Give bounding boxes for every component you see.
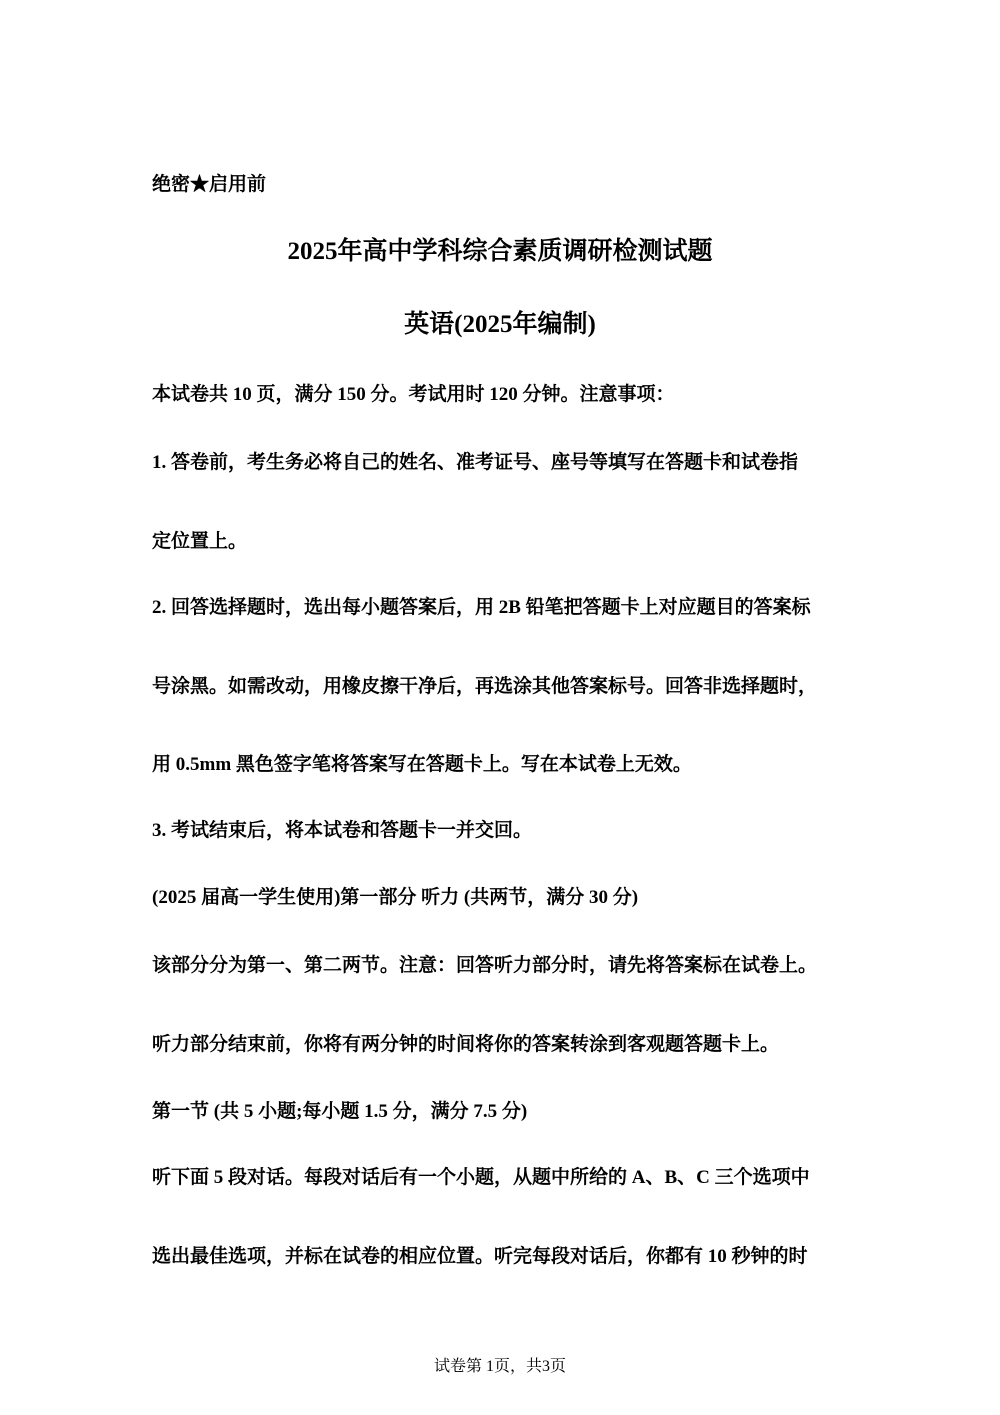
part-1-heading: (2025 届高一学生使用)第一部分 听力 (共两节，满分 30 分) xyxy=(152,887,639,908)
note-1-line-1: 1. 答卷前，考生务必将自己的姓名、准考证号、座号等填写在答题卡和试卷指 xyxy=(152,452,799,473)
confidential-label: 绝密★启用前 xyxy=(152,174,267,195)
section-1-heading: 第一节 (共 5 小题;每小题 1.5 分，满分 7.5 分) xyxy=(152,1101,528,1122)
part-1-desc-line-1: 该部分分为第一、第二两节。注意：回答听力部分时，请先将答案标在试卷上。 xyxy=(152,955,818,976)
part-1-desc-line-2: 听力部分结束前，你将有两分钟的时间将你的答案转涂到客观题答题卡上。 xyxy=(152,1034,780,1055)
section-1-desc-line-1: 听下面 5 段对话。每段对话后有一个小题，从题中所给的 A、B、C 三个选项中 xyxy=(152,1167,810,1188)
page-number-footer: 试卷第 1页，共3页 xyxy=(433,1358,566,1375)
exam-title: 2025年高中学科综合素质调研检测试题 xyxy=(287,238,713,265)
note-2-line-1: 2. 回答选择题时，选出每小题答案后，用 2B 铅笔把答题卡上对应题目的答案标 xyxy=(152,597,811,618)
note-2-line-2: 号涂黑。如需改动，用橡皮擦干净后，再选涂其他答案标号。回答非选择题时， xyxy=(152,676,818,697)
note-1-line-2: 定位置上。 xyxy=(152,531,248,552)
note-2-line-3: 用 0.5mm 黑色签字笔将答案写在答题卡上。写在本试卷上无效。 xyxy=(152,754,692,775)
section-1-desc-line-2: 选出最佳选项，并标在试卷的相应位置。听完每段对话后，你都有 10 秒钟的时 xyxy=(152,1246,808,1267)
exam-summary: 本试卷共 10 页，满分 150 分。考试用时 120 分钟。注意事项： xyxy=(152,384,675,405)
subject-title: 英语(2025年编制) xyxy=(404,311,596,338)
note-3: 3. 考试结束后，将本试卷和答题卡一并交回。 xyxy=(152,820,533,841)
